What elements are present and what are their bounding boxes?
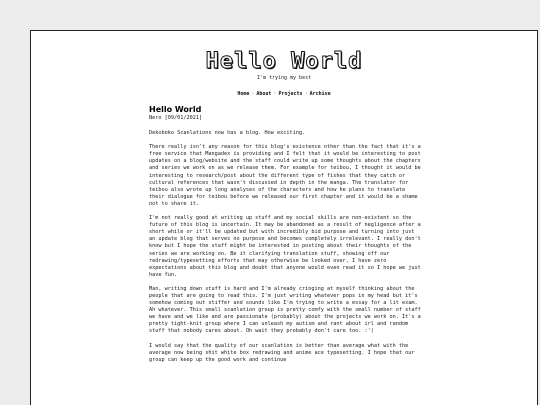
nav-separator: · [273,91,277,97]
nav-separator: · [304,91,308,97]
nav-separator: · [251,91,255,97]
site-tagline: I'm trying my best [256,75,312,81]
post-title[interactable]: Hello World [149,105,202,114]
page-frame [30,30,538,405]
post-meta: Nero [09/01/2021] [149,115,203,121]
nav-link-home[interactable]: Home [237,91,250,97]
post-paragraph: There really isn't any reason for this blog's existence other than the fact that it's a free service that Mangadex is providing and I felt that it would be interesting to post updates on a blog/website and the staff could write up some thoughts about the chapters and series we work on as we release them. For example for teibou, I thought it would be interesting to research/post about the different type of fishes that they catch or cultural references that wasn't discussed in depth in the manga. The translator for teibou also wrote up long analyses of the characters and how he plans to translate their dialogue for teibou before we released our first chapter and it would be a shame not to share it. [149,144,421,207]
nav-link-projects[interactable]: Projects [278,91,303,97]
post-paragraph: I'm not really good at writing up stuff and my social skills are non-existent so the future of this blog is uncertain. It may be abandoned as a result of negligence after a short while or it'll be updated but with incredibly bid purpose and turning into just an update blog that serves no purpose and becomes completely irrelevant. I really don't know but I hope the staff might be interested in posting about their thoughts of the series we are working on. Be it clarifying translation stuff, showing off our redrawing/typesetting efforts that may otherwise be looked over, I have zero expectations about this blog and doubt that anyone would even read it so I hope we just have fun. [149,215,421,278]
main-nav [31,91,537,98]
nav-link-archive[interactable]: Archive [309,91,331,97]
site-logo[interactable]: Hello World [205,49,363,74]
blog-post [149,105,421,371]
nav-link-about[interactable]: About [256,91,272,97]
post-paragraph: Man, writing down stuff is hard and I'm already cringing at myself thinking about the people that are going to read this. I'm just writing whatever pops in my head but it's somehow coming out stiffer and sounds like I'm trying to write a essay for a lit exam. Ah whatever. This small scanlation group is pretty comfy with the small number of staff we have and we like and are passionate (probably) about the projects we work on. It's a pretty tight-knit group where I can unleash my autism and rant about irl and random stuff that nobody cares about. Oh wait they probably don't care too. :'( [149,285,421,335]
post-paragraph: I would say that the quality of our scanlation is better than average what with the average now being shit white box redrawing and anime ace typesetting. I hope that our group can keep up the good work and continue [149,342,415,363]
post-paragraph: Dekoboko Scanlations now has a blog. How exciting. [149,130,306,137]
